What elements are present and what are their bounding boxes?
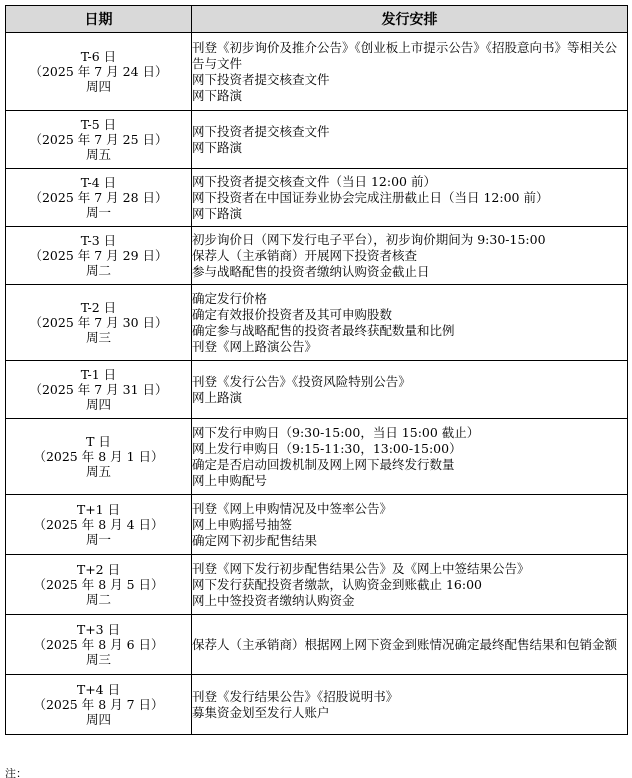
task-item: 刊登《发行公告》《投资风险特别公告》 xyxy=(192,373,411,389)
table-row xyxy=(6,33,628,111)
task-item: 网上路演 xyxy=(192,389,243,405)
date-cell xyxy=(6,169,192,227)
table-row xyxy=(6,615,628,675)
weekday: 周五 xyxy=(85,147,111,163)
task-item: 网上申购摇号抽签 xyxy=(192,516,293,532)
weekday: 周四 xyxy=(85,712,111,728)
tasks-cell xyxy=(192,419,628,495)
tasks-cell xyxy=(192,615,628,675)
tasks-cell xyxy=(192,33,628,111)
day-label: T-2 日 xyxy=(80,299,117,315)
calendar-date: （2025 年 7 月 24 日） xyxy=(29,63,168,79)
header-row xyxy=(6,6,628,33)
tasks-cell xyxy=(192,227,628,285)
day-label: T-4 日 xyxy=(80,174,117,190)
task-item: 网上申购配号 xyxy=(192,472,268,488)
task-item: 网下投资者提交核查文件 xyxy=(192,71,330,87)
tasks-cell xyxy=(192,111,628,169)
task-item: 确定有效报价投资者及其可申购股数 xyxy=(192,306,393,322)
tasks-cell xyxy=(192,285,628,361)
task-item: 初步询价日（网下发行电子平台），初步询价期间为 9:30-15:00 xyxy=(192,231,546,247)
day-label: T+2 日 xyxy=(76,561,121,577)
table-row xyxy=(6,169,628,227)
tasks-cell xyxy=(192,361,628,419)
task-item: 刊登《发行结果公告》《招股说明书》 xyxy=(192,688,399,704)
calendar-date: （2025 年 7 月 30 日） xyxy=(29,314,168,330)
table-row xyxy=(6,361,628,419)
date-cell xyxy=(6,227,192,285)
task-item: 网上发行申购日（9:15-11:30，13:00-15:00） xyxy=(192,440,462,456)
day-label: T-1 日 xyxy=(80,366,117,382)
tasks-cell xyxy=(192,495,628,555)
task-item: 保荐人（主承销商）根据网上网下资金到账情况确定最终配售结果和包销金额 xyxy=(192,636,618,652)
table-row xyxy=(6,675,628,735)
tasks-cell xyxy=(192,169,628,227)
weekday: 周四 xyxy=(85,79,111,95)
tasks-cell xyxy=(192,675,628,735)
table-row xyxy=(6,227,628,285)
date-cell xyxy=(6,111,192,169)
task-item: 刊登《初步询价及推介公告》《创业板上市提示公告》《招股意向书》等相关公告与文件 xyxy=(192,39,618,71)
footnote: 注： xyxy=(5,768,27,778)
day-label: T+1 日 xyxy=(76,501,121,517)
task-item: 网上中签投资者缴纳认购资金 xyxy=(192,592,355,608)
task-item: 参与战略配售的投资者缴纳认购资金截止日 xyxy=(192,263,430,279)
task-item: 保荐人（主承销商）开展网下投资者核查 xyxy=(192,247,418,263)
date-cell xyxy=(6,555,192,615)
task-item: 网下发行获配投资者缴款，认购资金到账截止 16:00 xyxy=(192,576,482,592)
calendar-date: （2025 年 7 月 25 日） xyxy=(29,131,168,147)
date-cell xyxy=(6,33,192,111)
task-item: 刊登《网下发行初步配售结果公告》及《网上中签结果公告》 xyxy=(192,560,530,576)
date-cell xyxy=(6,615,192,675)
table-row xyxy=(6,495,628,555)
task-item: 募集资金划至发行人账户 xyxy=(192,704,330,720)
weekday: 周一 xyxy=(85,532,111,548)
task-item: 网下路演 xyxy=(192,87,243,103)
weekday: 周三 xyxy=(85,652,111,668)
day-label: T 日 xyxy=(86,433,111,449)
date-cell xyxy=(6,361,192,419)
task-item: 确定是否启动回拨机制及网上网下最终发行数量 xyxy=(192,456,455,472)
day-label: T-5 日 xyxy=(80,116,117,132)
date-cell xyxy=(6,419,192,495)
weekday: 周二 xyxy=(85,592,111,608)
date-cell xyxy=(6,675,192,735)
task-item: 确定参与战略配售的投资者最终获配数量和比例 xyxy=(192,322,455,338)
day-label: T+3 日 xyxy=(76,621,121,637)
weekday: 周三 xyxy=(85,330,111,346)
calendar-date: （2025 年 8 月 1 日） xyxy=(33,448,164,464)
calendar-date: （2025 年 8 月 6 日） xyxy=(33,636,164,652)
task-item: 网下路演 xyxy=(192,205,243,221)
issuance-schedule-table xyxy=(5,5,628,735)
task-item: 网下路演 xyxy=(192,139,243,155)
calendar-date: （2025 年 8 月 7 日） xyxy=(33,696,164,712)
day-label: T+4 日 xyxy=(76,681,121,697)
table-row xyxy=(6,285,628,361)
date-column-header: 日期 xyxy=(6,6,192,33)
task-item: 确定发行价格 xyxy=(192,290,268,306)
weekday: 周四 xyxy=(85,397,111,413)
schedule-body xyxy=(6,33,628,735)
date-cell xyxy=(6,285,192,361)
calendar-date: （2025 年 7 月 28 日） xyxy=(29,189,168,205)
date-cell xyxy=(6,495,192,555)
task-item: 网下投资者在中国证券业协会完成注册截止日（当日 12:00 前） xyxy=(192,189,549,205)
calendar-date: （2025 年 8 月 5 日） xyxy=(33,576,164,592)
day-label: T-3 日 xyxy=(80,232,117,248)
task-item: 确定网下初步配售结果 xyxy=(192,532,318,548)
table-row xyxy=(6,419,628,495)
calendar-date: （2025 年 8 月 4 日） xyxy=(33,516,164,532)
table-row xyxy=(6,555,628,615)
plan-column-header: 发行安排 xyxy=(192,6,628,33)
calendar-date: （2025 年 7 月 29 日） xyxy=(29,247,168,263)
task-item: 刊登《网上申购情况及中签率公告》 xyxy=(192,500,393,516)
weekday: 周二 xyxy=(85,263,111,279)
calendar-date: （2025 年 7 月 31 日） xyxy=(29,381,168,397)
weekday: 周一 xyxy=(85,205,111,221)
tasks-cell xyxy=(192,555,628,615)
day-label: T-6 日 xyxy=(80,48,117,64)
weekday: 周五 xyxy=(85,464,111,480)
task-item: 网下投资者提交核查文件 xyxy=(192,123,330,139)
task-item: 网下投资者提交核查文件（当日 12:00 前） xyxy=(192,173,436,189)
task-item: 刊登《网上路演公告》 xyxy=(192,338,318,354)
task-item: 网下发行申购日（9:30-15:00，当日 15:00 截止） xyxy=(192,424,480,440)
table-row xyxy=(6,111,628,169)
